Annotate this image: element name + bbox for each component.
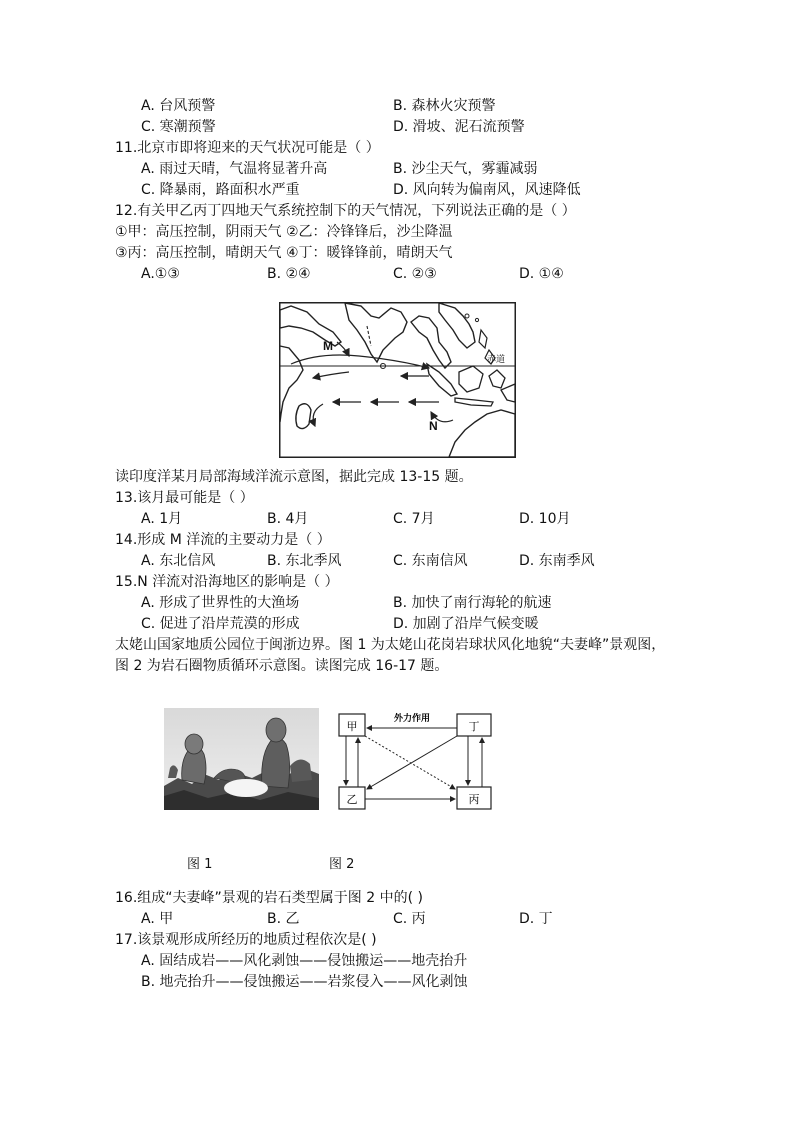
- q11-option-c: C. 降暴雨，路面积水严重: [141, 182, 300, 198]
- q11-option-b: B. 沙尘天气，雾霾减弱: [393, 161, 538, 177]
- madagascar: [296, 404, 311, 429]
- external-force-label: 外力作用: [393, 714, 431, 724]
- q13-option-d: D. 10月: [519, 511, 571, 527]
- q15-option-c: C. 促进了沿岸荒漠的形成: [141, 616, 300, 632]
- arrow-ding-to-yi: [367, 736, 457, 789]
- intro-13-15: 读印度洋某月局部海域洋流示意图，据此完成 13-15 题。: [115, 469, 473, 485]
- q16-option-a: A. 甲: [141, 911, 174, 927]
- q14-option-a: A. 东北信风: [141, 553, 216, 569]
- q14-option-b: B. 东北季风: [267, 553, 342, 569]
- q13-option-b: B. 4月: [267, 511, 309, 527]
- q16-option-c: C. 丙: [393, 911, 426, 927]
- q17-option-b: B. 地壳抬升——侵蚀搬运——岩浆侵入——风化剥蚀: [141, 974, 468, 990]
- q15-option-d: D. 加剧了沿岸气候变暖: [393, 616, 539, 632]
- q10-option-d: D. 滑坡、泥石流预警: [393, 119, 525, 135]
- q15-stem: 15.N 洋流对沿海地区的影响是（ ）: [115, 574, 339, 590]
- q12-stem: 12.有关甲乙丙丁四地天气系统控制下的天气情况，下列说法正确的是（ ）: [115, 203, 576, 219]
- q14-stem: 14.形成 M 洋流的主要动力是（ ）: [115, 532, 331, 548]
- q11-stem: 11.北京市即将迎来的天气状况可能是（ ）: [115, 140, 380, 156]
- figure-2-caption: 图 2: [329, 857, 355, 872]
- map-label-m: M: [323, 339, 333, 353]
- rock-yi-label: 乙: [346, 793, 358, 806]
- q15-option-b: B. 加快了南行海轮的航速: [393, 595, 552, 611]
- q17-option-a: A. 固结成岩——风化剥蚀——侵蚀搬运——地壳抬升: [141, 953, 468, 969]
- figure-1-caption: 图 1: [187, 857, 213, 872]
- q14-option-d: D. 东南季风: [519, 553, 595, 569]
- q16-option-b: B. 乙: [267, 911, 300, 927]
- q10-option-b: B. 森林火灾预警: [393, 98, 496, 114]
- q16-stem: 16.组成“夫妻峰”景观的岩石类型属于图 2 中的( ): [115, 890, 423, 906]
- q10-option-c: C. 寒潮预警: [141, 119, 216, 135]
- q13-option-a: A. 1月: [141, 511, 183, 527]
- q12-option-d: D. ①④: [519, 266, 564, 282]
- indian-ocean-current-map: [279, 302, 516, 458]
- arrow-jia-to-bing: [365, 736, 455, 789]
- intro-16-17-line1: 太姥山国家地质公园位于闽浙边界。图 1 为太姥山花岗岩球状风化地貌“夫妻峰”景观图，: [115, 637, 666, 653]
- q13-option-c: C. 7月: [393, 511, 435, 527]
- q14-option-c: C. 东南信风: [393, 553, 468, 569]
- q10-option-a: A. 台风预警: [141, 98, 216, 114]
- q12-option-c: C. ②③: [393, 266, 437, 282]
- rock-jia-label: 甲: [346, 720, 358, 733]
- map-label-n: N: [429, 419, 438, 433]
- q12-statements-2: ③丙：高压控制，晴朗天气 ④丁：暖锋锋前，晴朗天气: [115, 245, 453, 261]
- rock-cycle-diagram: [338, 711, 492, 812]
- q13-stem: 13.该月最可能是（ ）: [115, 490, 254, 506]
- map-label-equator: 赤道: [487, 355, 506, 365]
- rock-bing-label: 丙: [468, 793, 480, 806]
- q17-stem: 17.该景观形成所经历的地质过程依次是( ): [115, 932, 377, 948]
- intro-16-17-line2: 图 2 为岩石圈物质循环示意图。读图完成 16-17 题。: [115, 658, 449, 674]
- q15-option-a: A. 形成了世界性的大渔场: [141, 595, 300, 611]
- q16-option-d: D. 丁: [519, 911, 553, 927]
- q12-option-b: B. ②④: [267, 266, 311, 282]
- rock-ding-label: 丁: [468, 720, 480, 733]
- fuqifeng-landscape-photo: [164, 708, 319, 810]
- q12-option-a: A.①③: [141, 266, 180, 282]
- q12-statements-1: ①甲：高压控制，阴雨天气 ②乙：冷锋锋后，沙尘降温: [115, 224, 453, 240]
- q11-option-a: A. 雨过天晴，气温将显著升高: [141, 161, 328, 177]
- q11-option-d: D. 风向转为偏南风，风速降低: [393, 182, 581, 198]
